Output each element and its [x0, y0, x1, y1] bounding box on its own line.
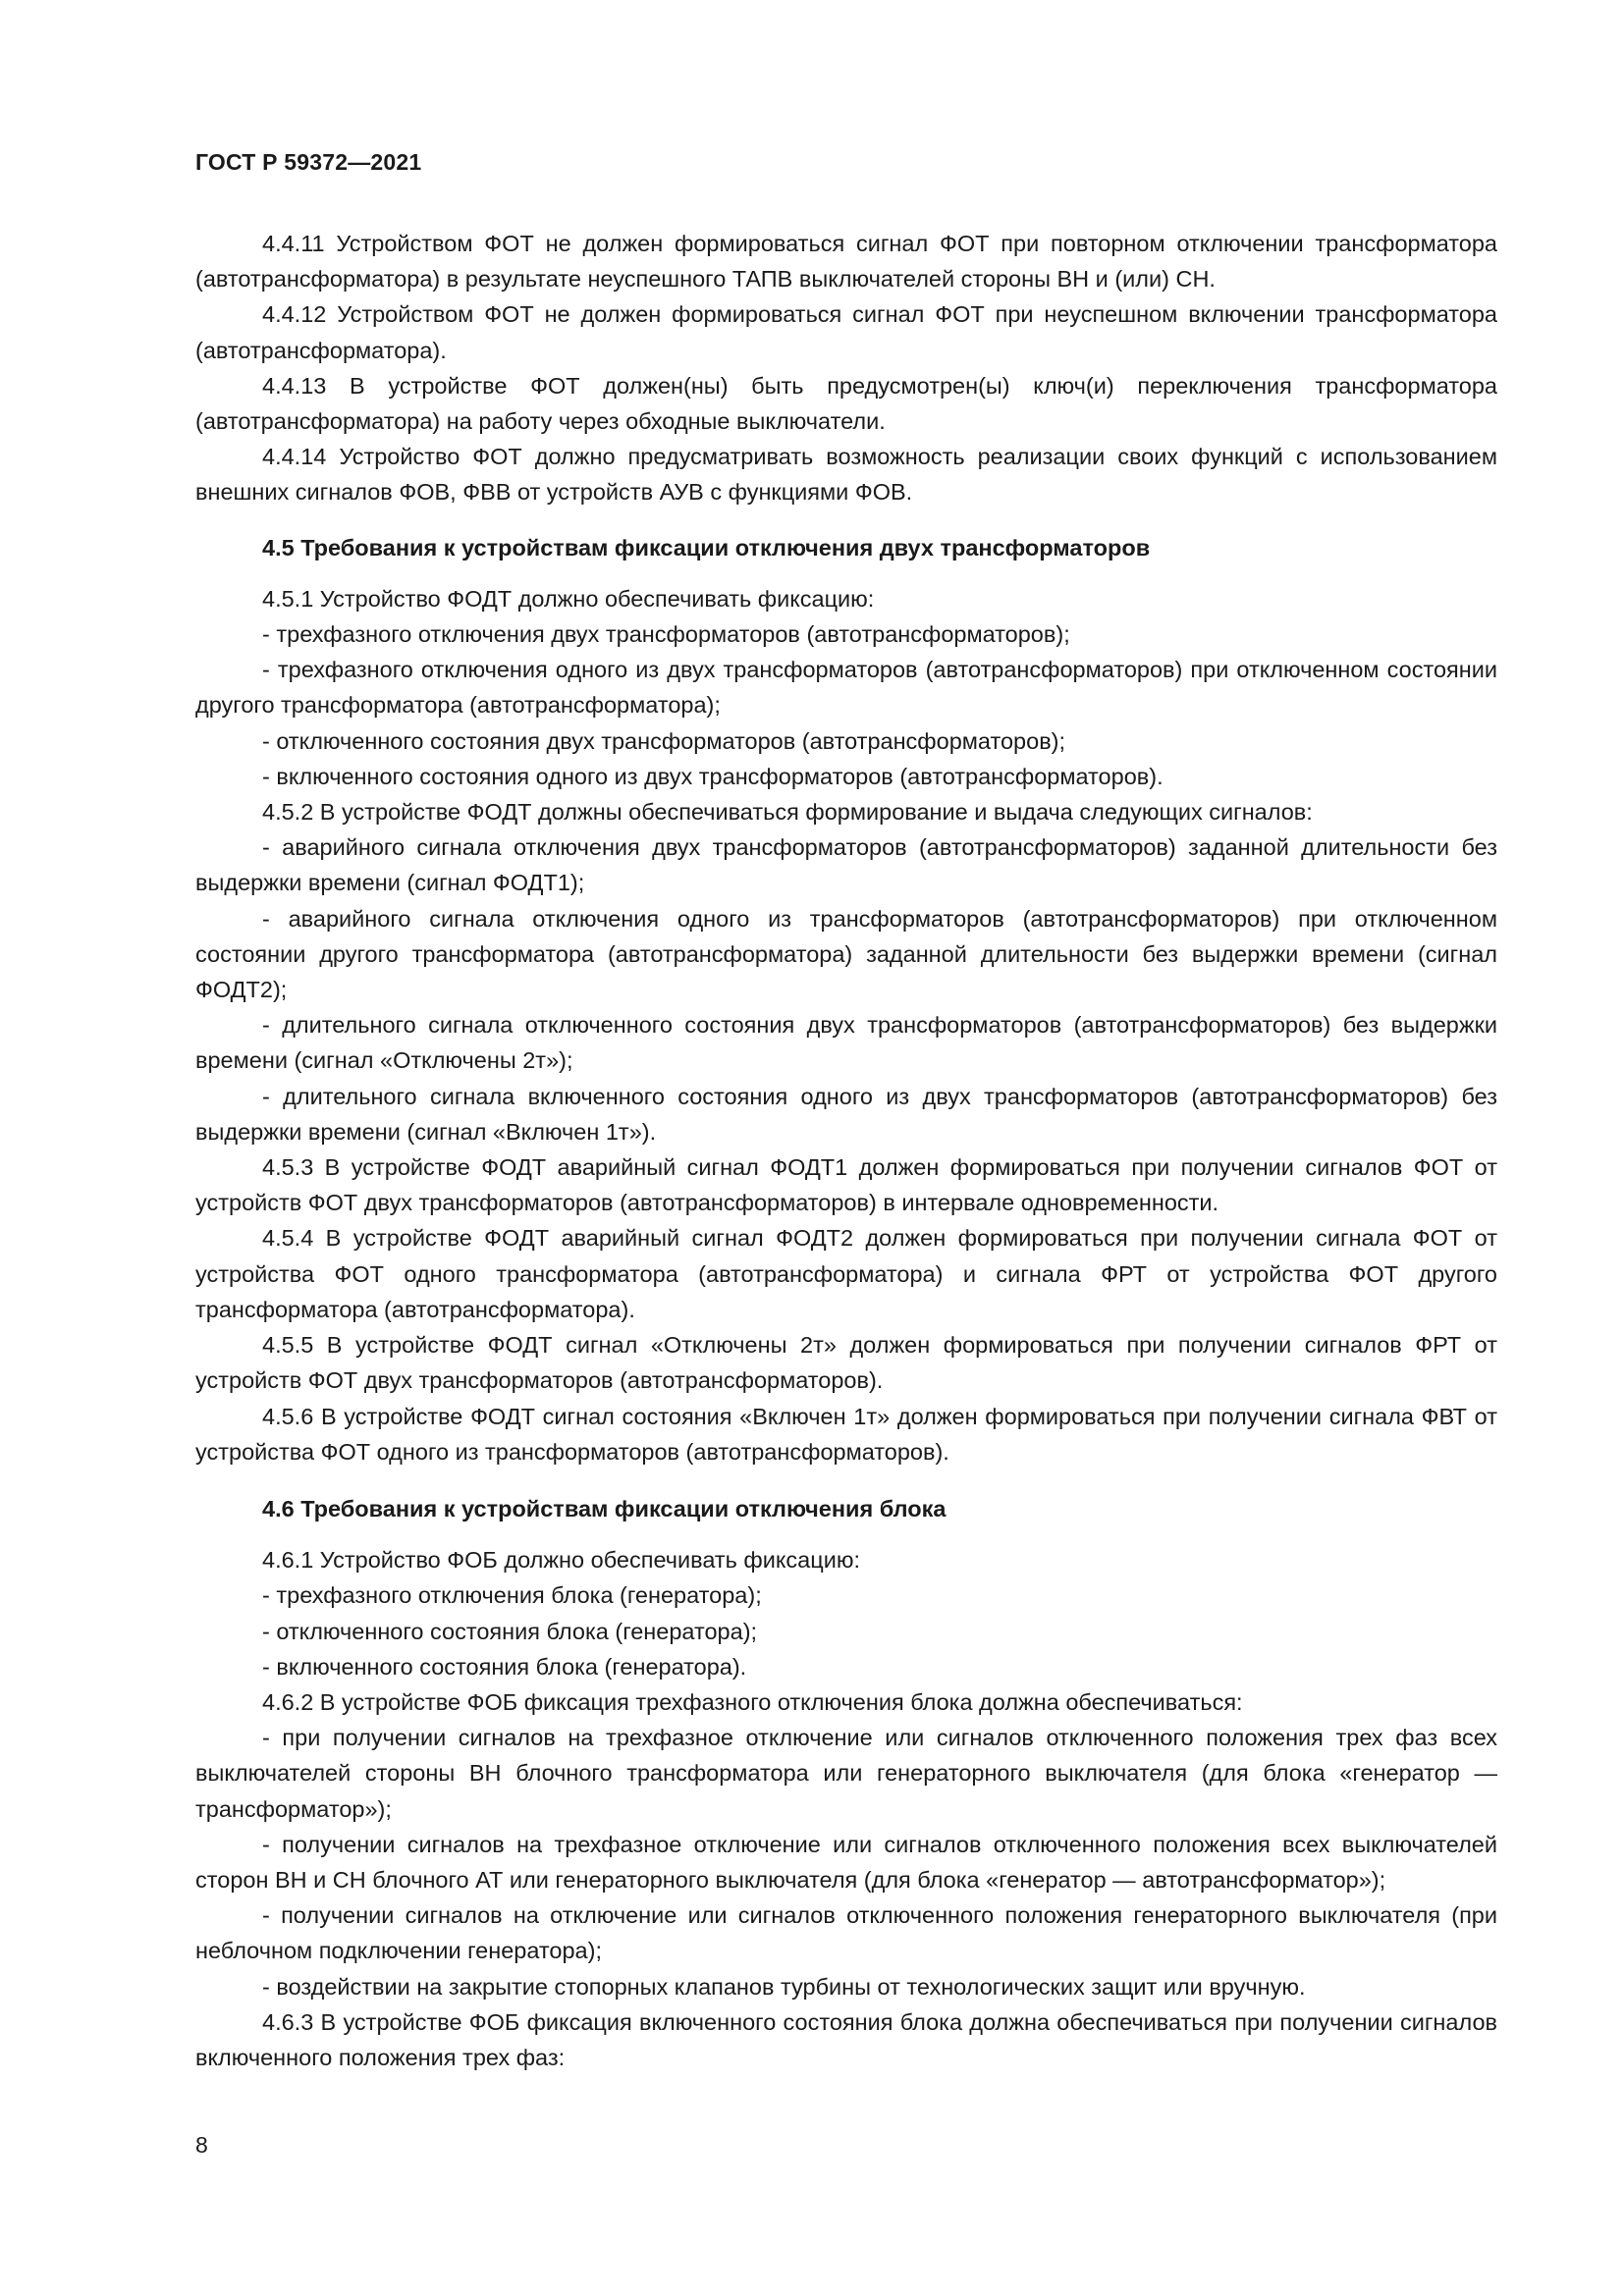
document-body: [195, 226, 1497, 2075]
list-item: - длительного сигнала отключенного состояния двух трансформаторов (автотрансформаторов) без выдержки времени (сигнал «Отключены 2т»);: [195, 1012, 1497, 1074]
document-header-id: ГОСТ Р 59372—2021: [195, 149, 422, 175]
paragraph-4-4-11: 4.4.11 Устройством ФОТ не должен формироваться сигнал ФОТ при повторном отключении трансформатора (автотрансформатора) в результате неуспешного ТАПВ выключателей стороны ВН и (или) СН.: [195, 231, 1497, 293]
list-item: - отключенного состояния двух трансформаторов (автотрансформаторов);: [262, 727, 1066, 754]
paragraph-4-5-4: 4.5.4 В устройстве ФОДТ аварийный сигнал ФОДТ2 должен формироваться при получении сигнала ФОТ от устройства ФОТ одного трансформатора (автотрансформатора) и сигнала ФРТ от устройства ФОТ другого трансформатора (автотрансформатора).: [195, 1225, 1497, 1322]
paragraph-4-5-3: 4.5.3 В устройстве ФОДТ аварийный сигнал ФОДТ1 должен формироваться при получении сигналов ФОТ от устройств ФОТ двух трансформаторов (автотрансформаторов) в интервале одновременности.: [195, 1154, 1497, 1216]
list-item: - трехфазного отключения двух трансформаторов (автотрансформаторов);: [262, 621, 1070, 648]
list-item: - включенного состояния одного из двух трансформаторов (автотрансформаторов).: [262, 763, 1164, 789]
list-item: - получении сигналов на трехфазное отключение или сигналов отключенного положения всех выключателей сторон ВН и СН блочного АТ или генераторного выключателя (для блока «генератор — автотрансформатор»);: [195, 1831, 1497, 1893]
paragraph-4-5-5: 4.5.5 В устройстве ФОДТ сигнал «Отключены 2т» должен формироваться при получении сигналов ФРТ от устройств ФОТ двух трансформаторов (автотрансформаторов).: [195, 1332, 1497, 1394]
paragraph-4-5-6: 4.5.6 В устройстве ФОДТ сигнал состояния «Включен 1т» должен формироваться при получении сигнала ФВТ от устройства ФОТ одного из трансформаторов (автотрансформаторов).: [195, 1403, 1497, 1465]
paragraph-4-5-2: 4.5.2 В устройстве ФОДТ должны обеспечиваться формирование и выдача следующих сигналов:: [262, 799, 1313, 826]
list-item: - при получении сигналов на трехфазное отключение или сигналов отключенного положения трех фаз всех выключателей стороны ВН блочного трансформатора или генераторного выключателя (для блока «генератор — трансформатор»);: [195, 1725, 1497, 1822]
paragraph-4-5-1: 4.5.1 Устройство ФОДТ должно обеспечивать фиксацию:: [262, 585, 875, 612]
list-item: - включенного состояния блока (генератора).: [262, 1653, 747, 1680]
paragraph-4-6-3: 4.6.3 В устройстве ФОБ фиксация включенного состояния блока должна обеспечиваться при получении сигналов включенного положения трех фаз:: [195, 2008, 1497, 2070]
list-item: - трехфазного отключения блока (генератора);: [262, 1582, 762, 1609]
list-item: - длительного сигнала включенного состояния одного из двух трансформаторов (автотрансформаторов) без выдержки времени (сигнал «Включен 1т»).: [195, 1083, 1497, 1145]
list-item: - трехфазного отключения одного из двух трансформаторов (автотрансформаторов) при отключенном состоянии другого трансформатора (автотрансформатора);: [195, 657, 1497, 719]
paragraph-4-4-14: 4.4.14 Устройство ФОТ должно предусматривать возможность реализации своих функций с использованием внешних сигналов ФОВ, ФВВ от устройств АУВ с функциями ФОВ.: [195, 444, 1497, 506]
section-heading-4-5: 4.5 Требования к устройствам фиксации отключения двух трансформаторов: [262, 534, 1151, 561]
list-item: - аварийного сигнала отключения двух трансформаторов (автотрансформаторов) заданной длительности без выдержки времени (сигнал ФОДТ1);: [195, 834, 1497, 896]
paragraph-4-4-12: 4.4.12 Устройством ФОТ не должен формироваться сигнал ФОТ при неуспешном включении трансформатора (автотрансформатора).: [195, 301, 1497, 363]
page-number: 8: [195, 2132, 208, 2158]
paragraph-4-6-2: 4.6.2 В устройстве ФОБ фиксация трехфазного отключения блока должна обеспечиваться:: [262, 1688, 1243, 1715]
paragraph-4-4-13: 4.4.13 В устройстве ФОТ должен(ны) быть предусмотрен(ы) ключ(и) переключения трансформатора (автотрансформатора) на работу через обходные выключатели.: [195, 372, 1497, 435]
section-heading-4-6: 4.6 Требования к устройствам фиксации отключения блока: [262, 1495, 947, 1522]
list-item: - аварийного сигнала отключения одного из трансформаторов (автотрансформаторов) при отключенном состоянии другого трансформатора (автотрансформатора) заданной длительности без выдержки времени (сигнал ФОДТ2);: [195, 905, 1497, 1003]
paragraph-4-6-1: 4.6.1 Устройство ФОБ должно обеспечивать фиксацию:: [262, 1547, 860, 1574]
list-item: - получении сигналов на отключение или сигналов отключенного положения генераторного выключателя (при неблочном подключении генератора);: [195, 1902, 1497, 1964]
list-item: - воздействии на закрытие стопорных клапанов турбины от технологических защит или вручную.: [262, 1973, 1306, 2000]
list-item: - отключенного состояния блока (генератора);: [262, 1618, 758, 1644]
